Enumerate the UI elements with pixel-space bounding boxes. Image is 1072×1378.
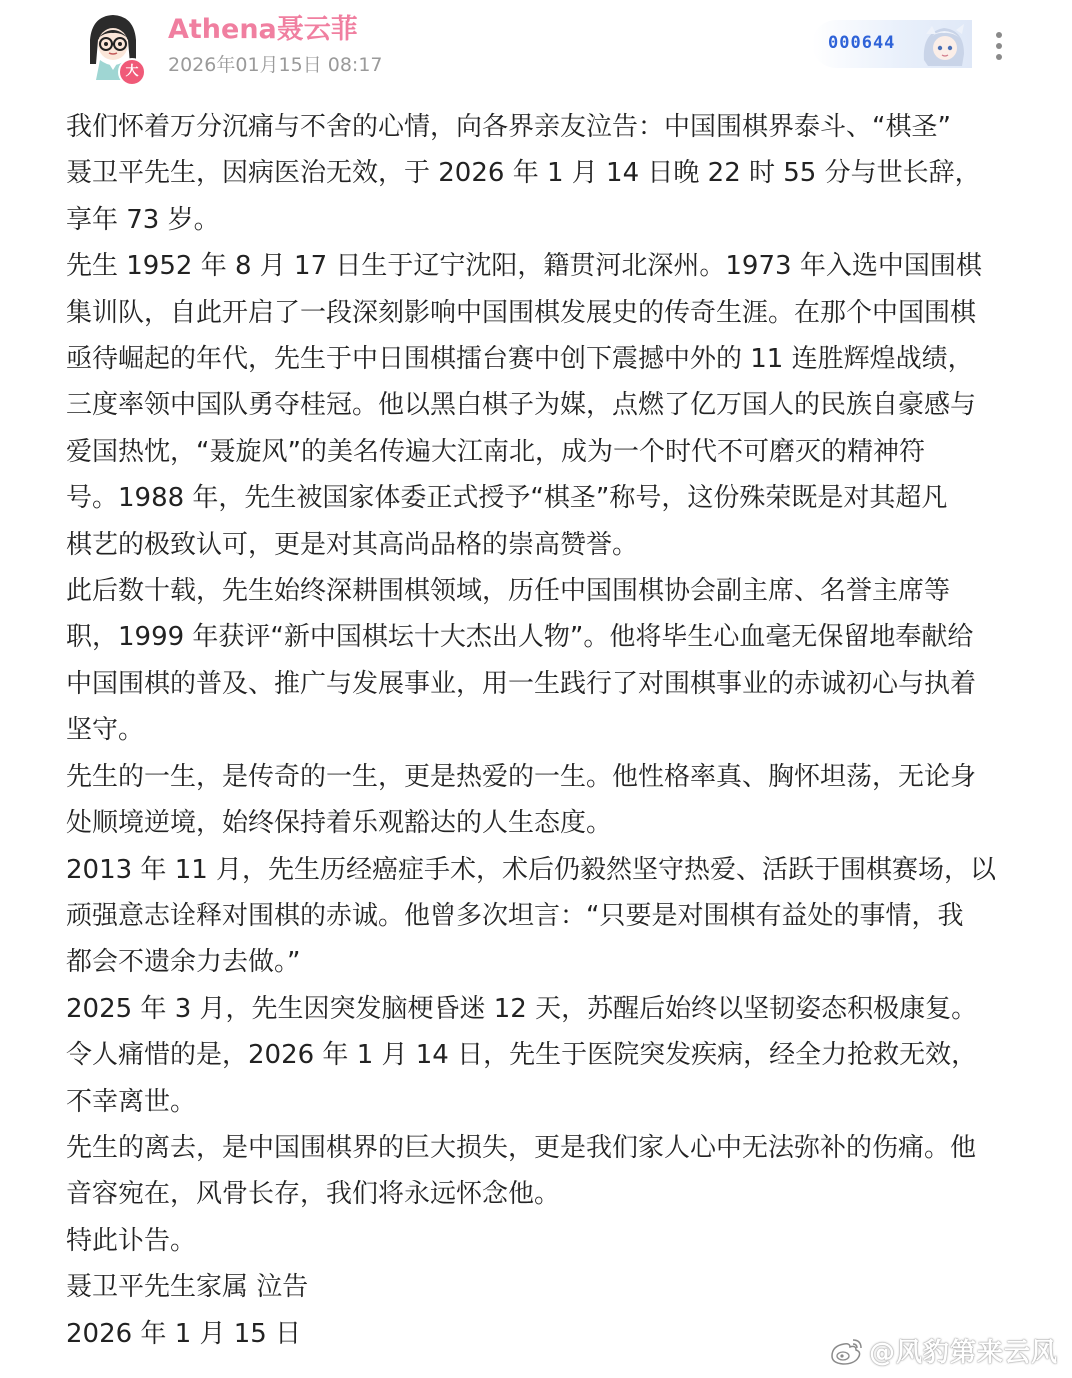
body-line: 先生 1952 年 8 月 17 日生于辽宁沈阳，籍贯河北深州。1973 年入选中国围棋: [66, 251, 982, 282]
body-line: 音容宛在，风骨长存，我们将永远怀念他。: [66, 1179, 561, 1210]
body-line: 集训队，自此开启了一段深刻影响中国围棋发展史的传奇生涯。在那个中国围棋: [66, 297, 977, 328]
watermark-text: @风豹第来云风: [868, 1338, 1058, 1368]
body-line: 特此讣告。: [66, 1225, 197, 1256]
fan-number: 000644: [828, 33, 896, 53]
body-line: 处顺境逆境，始终保持着乐观豁达的人生态度。: [66, 808, 613, 839]
vip-badge: 大: [118, 58, 146, 86]
more-vertical-icon-dot-bottom: [996, 54, 1002, 60]
body-line: 号。1988 年，先生被国家体委正式授予“棋圣”称号，这份殊荣既是对其超凡: [66, 483, 948, 514]
more-options-button[interactable]: [986, 28, 1012, 64]
body-line: 2013 年 11 月，先生历经癌症手术，术后仍毅然坚守热爱、活跃于围棋赛场，以: [66, 854, 997, 885]
post-body: [66, 104, 1026, 1357]
body-line: 都会不遗余力去做。”: [66, 947, 301, 978]
body-line: 职，1999 年获评“新中国棋坛十大杰出人物”。他将毕生心血毫无保留地奉献给: [66, 622, 974, 653]
body-line: 先生的一生，是传奇的一生，更是热爱的一生。他性格率真、胸怀坦荡，无论身: [66, 761, 977, 792]
body-line: 先生的离去，是中国围棋界的巨大损失，更是我们家人心中无法弥补的伤痛。他: [66, 1132, 977, 1163]
fan-card[interactable]: [812, 20, 972, 68]
body-line: 顽强意志诠释对围棋的赤诚。他曾多次坦言：“只要是对围棋有益处的事情，我: [66, 900, 964, 931]
body-line: 中国围棋的普及、推广与发展事业，用一生践行了对围棋事业的赤诚初心与执着: [66, 668, 977, 699]
body-line: 爱国热忱，“聂旋风”的美名传遍大江南北，成为一个时代不可磨灭的精神符: [66, 436, 925, 467]
post-timestamp: 2026年01月15日 08:17: [168, 54, 383, 76]
more-vertical-icon-dot-top: [996, 32, 1002, 38]
body-line: 棋艺的极致认可，更是对其高尚品格的崇高赞誉。: [66, 529, 639, 560]
body-line: 令人痛惜的是，2026 年 1 月 14 日，先生于医院突发疾病，经全力抢救无效，: [66, 1040, 978, 1071]
watermark: [828, 1332, 1058, 1372]
body-line: 不幸离世。: [66, 1086, 197, 1117]
weibo-logo-icon: [828, 1336, 864, 1366]
body-line: 2026 年 1 月 15 日: [66, 1318, 302, 1349]
body-line: 亟待崛起的年代，先生于中日围棋擂台赛中创下震撼中外的 11 连胜辉煌战绩，: [66, 344, 974, 375]
fan-card-character-icon: [916, 20, 970, 68]
body-line: 三度率领中国队勇夺桂冠。他以黑白棋子为媒，点燃了亿万国人的民族自豪感与: [66, 390, 977, 421]
body-line: 我们怀着万分沉痛与不舍的心情，向各界亲友泣告：中国围棋界泰斗、“棋圣”: [66, 112, 951, 142]
post-header: [0, 0, 1072, 100]
body-line: 坚守。: [66, 715, 145, 746]
avatar[interactable]: [80, 10, 146, 80]
author-name[interactable]: Athena聂云菲: [168, 14, 358, 45]
body-line: 此后数十载，先生始终深耕围棋领域，历任中国围棋协会副主席、名誉主席等: [66, 576, 951, 607]
body-line: 享年 73 岁。: [66, 204, 220, 235]
body-line: 2025 年 3 月，先生因突发脑梗昏迷 12 天，苏醒后始终以坚韧姿态积极康复。: [66, 993, 978, 1024]
body-line: 聂卫平先生家属 泣告: [66, 1272, 309, 1303]
body-line: 聂卫平先生，因病医治无效，于 2026 年 1 月 14 日晚 22 时 55 分与世长辞，: [66, 158, 981, 189]
more-vertical-icon-dot-middle: [996, 43, 1002, 49]
